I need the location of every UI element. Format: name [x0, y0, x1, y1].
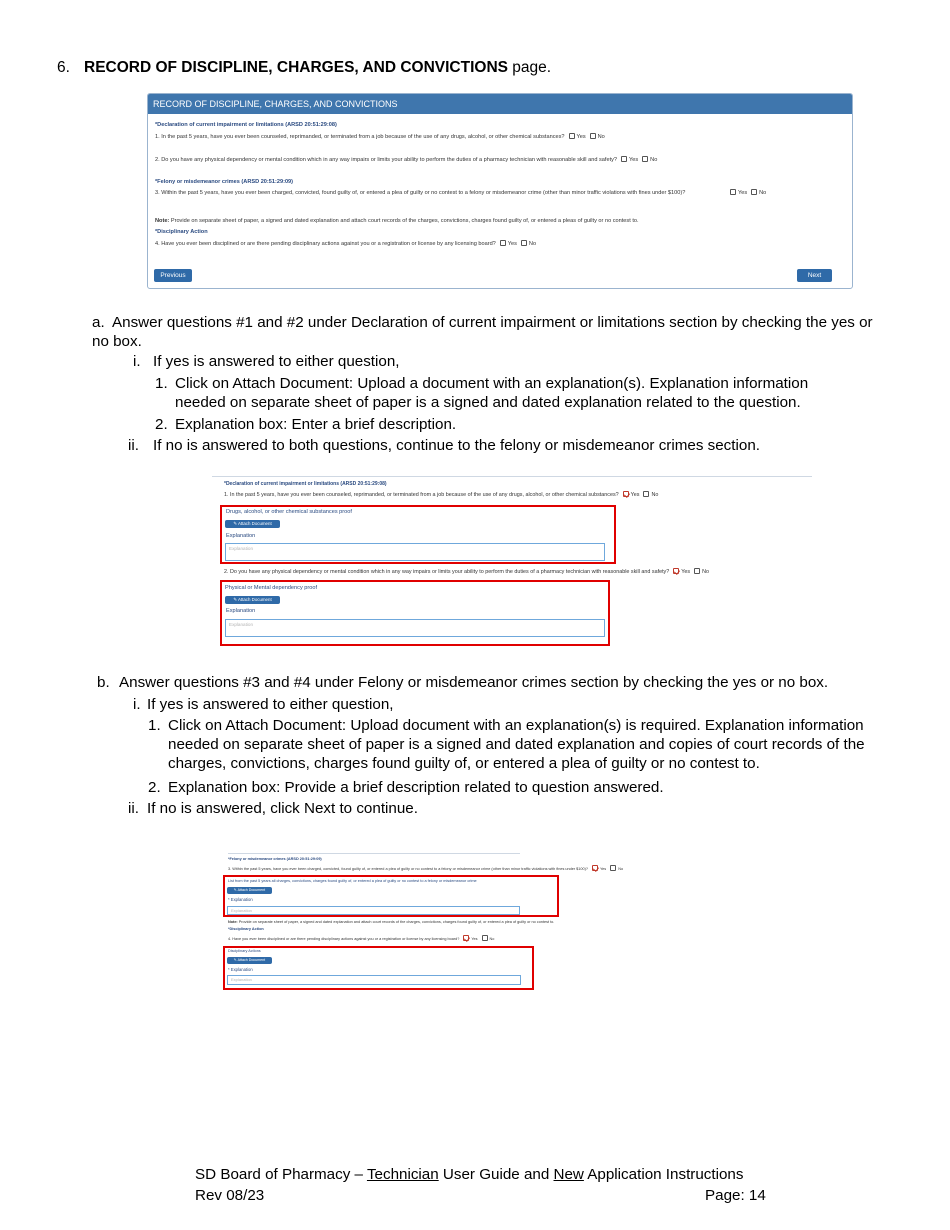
shot3-attach-document-button-2[interactable]: ✎ Attach Document — [227, 957, 272, 964]
step-b-ii-label: ii. — [128, 800, 139, 817]
shot3-explanation-placeholder-2: Explanation — [231, 977, 252, 982]
footer-part-a: SD Board of Pharmacy – — [195, 1166, 367, 1183]
section-heading — [57, 59, 551, 77]
shot3-section-title: *Felony or misdemeanor crimes (ARSD 20:51:29:09) — [228, 857, 322, 861]
shot2-box1-label: Drugs, alcohol, or other chemical substances proof — [226, 509, 352, 515]
step-a-i-1-label: 1. — [155, 375, 168, 392]
section-impairment-title: *Declaration of current impairment or limitations (ARSD 20:51:29:08) — [155, 122, 337, 128]
question-1 — [155, 133, 605, 140]
shot3-note-label: Note: — [228, 920, 238, 924]
step-b-label: b. — [97, 674, 110, 691]
heading-suffix: page. — [507, 59, 552, 76]
shot3-explanation-input-2[interactable] — [227, 975, 521, 985]
footer-page-number: Page: 14 — [705, 1187, 766, 1204]
shot2-explanation-placeholder-2: Explanation — [229, 622, 254, 627]
shot2-attach-label-1: Attach Document — [237, 521, 272, 526]
heading-title: RECORD OF DISCIPLINE, CHARGES, AND CONVICTIONS — [84, 59, 508, 76]
divider — [212, 476, 812, 477]
step-b-i-1 — [148, 716, 893, 773]
shot2-question-2 — [224, 568, 709, 575]
shot2-question-1 — [224, 491, 658, 498]
shot2-q2-text: 2. Do you have any physical dependency or mental condition which in any way impairs or limits your ability to perform the duties of a pharmacy technician with reasonable skill and safety? — [224, 569, 670, 575]
shot3-q3-no-label: No — [618, 867, 624, 871]
q4-yes-checkbox[interactable] — [500, 240, 506, 246]
felony-screenshot — [218, 850, 758, 995]
step-a-text: Answer questions #1 and #2 under Declaration of current impairment or limitations section by checking the yes or no box. — [92, 314, 873, 350]
shot3-explanation-input-1[interactable] — [227, 906, 520, 915]
step-b-i-2 — [148, 778, 664, 797]
step-a-ii-text: If no is answered to both questions, continue to the felony or misdemeanor crimes section. — [153, 437, 760, 454]
next-button[interactable]: Next — [797, 269, 832, 282]
shot3-disciplinary-title: *Disciplinary Action — [228, 927, 264, 931]
shot2-q1-no-label: No — [651, 492, 659, 498]
footer-title — [195, 1166, 743, 1183]
step-a-i-2-text: Explanation box: Enter a brief description. — [175, 416, 457, 433]
form-note — [155, 218, 639, 224]
shot2-q1-yes-checkbox[interactable] — [623, 491, 629, 497]
shot2-attach-document-button-2[interactable]: ✎ Attach Document — [225, 596, 280, 604]
shot3-q4-yes-label: Yes — [471, 937, 478, 941]
section-felony-title: *Felony or misdemeanor crimes (ARSD 20:51:29:09) — [155, 179, 294, 185]
shot3-box2-label: Disciplinary Actions — [228, 949, 261, 953]
step-b — [97, 673, 828, 692]
step-b-text: Answer questions #3 and #4 under Felony or misdemeanor crimes section by checking the yes or no box. — [119, 674, 829, 691]
step-b-i-text: If yes is answered to either question, — [147, 696, 394, 713]
shot3-q3-yes-label: Yes — [600, 867, 607, 871]
shot3-q3-no-checkbox[interactable] — [610, 865, 616, 871]
q3-no-label: No — [759, 190, 767, 196]
shot3-note-text: Provide on separate sheet of paper, a signed and dated explanation and attach court records of the charges, convictions, charges found guilty of, or entered a plea of guilty or no contest to. — [237, 920, 555, 924]
shot2-box2-label: Physical or Mental dependency proof — [225, 585, 318, 591]
shot2-attach-document-button-1[interactable]: ✎ Attach Document — [225, 520, 280, 528]
step-b-i-2-label: 2. — [148, 779, 161, 796]
footer-part-e: Application Instructions — [583, 1166, 744, 1183]
q2-yes-label: Yes — [629, 157, 639, 163]
step-b-i-2-text: Explanation box: Provide a brief description related to question answered. — [168, 779, 664, 796]
step-a-i-2-label: 2. — [155, 416, 168, 433]
shot2-attach-label-2: Attach Document — [237, 597, 272, 602]
form-note-label: Note: — [155, 218, 170, 224]
q3-no-checkbox[interactable] — [751, 189, 757, 195]
shot2-explanation-placeholder-1: Explanation — [229, 546, 254, 551]
step-b-i — [133, 695, 394, 714]
q1-yes-checkbox[interactable] — [569, 133, 575, 139]
q3-options — [726, 189, 766, 196]
shot2-explanation-label-2: Explanation — [226, 608, 256, 614]
impairment-screenshot — [212, 474, 812, 650]
q4-no-checkbox[interactable] — [521, 240, 527, 246]
shot2-explanation-label-1: Explanation — [226, 533, 256, 539]
step-a-i — [133, 352, 400, 371]
shot2-q1-text: 1. In the past 5 years, have you ever been counseled, reprimanded, or terminated from a job because of the use of any drugs, alcohol, or other chemical substances? — [224, 492, 619, 498]
step-a-label: a. — [92, 314, 105, 331]
form-header: RECORD OF DISCIPLINE, CHARGES, AND CONVICTIONS — [148, 94, 852, 114]
step-b-i-1-label: 1. — [148, 717, 161, 734]
q3-yes-checkbox[interactable] — [730, 189, 736, 195]
shot2-q2-yes-label: Yes — [681, 569, 691, 575]
shot3-q4-no-label: No — [489, 937, 495, 941]
step-b-i-1-text: Click on Attach Document: Upload document with an explanation(s) is required. Explanation information needed on separate sheet of paper is a signed and dated explanation and copies of court records of the charges, convictions, charges found guilty of, or entered a plea of guilty or no contest to. — [168, 717, 865, 772]
q4-yes-label: Yes — [507, 241, 517, 247]
step-a-i-2 — [155, 415, 456, 434]
shot3-note — [228, 920, 554, 924]
shot2-q1-no-checkbox[interactable] — [643, 491, 649, 497]
step-a-i-label: i. — [133, 353, 141, 370]
shot3-question-3 — [228, 865, 623, 871]
q1-yes-label: Yes — [576, 134, 586, 140]
shot3-box1-label: List from the past 5 years all charges, convictions, charges found guilty of, or entered a plea of guilty or no contest to a felony or misdemeanor crime — [228, 879, 477, 883]
q2-no-checkbox[interactable] — [642, 156, 648, 162]
q3-yes-label: Yes — [738, 190, 748, 196]
shot3-explanation-label-2: * Explanation — [228, 967, 253, 972]
q2-no-label: No — [650, 157, 658, 163]
shot3-explanation-placeholder-1: Explanation — [231, 908, 252, 913]
shot2-explanation-input-2[interactable] — [225, 619, 605, 637]
shot3-q3-yes-checkbox[interactable] — [592, 865, 598, 871]
form-note-text: Provide on separate sheet of paper, a signed and dated explanation and attach court records of the charges, convictions, charges found guilty of, or entered a pleas of guilty or no contest to. — [169, 218, 639, 224]
step-a-i-1-text: Click on Attach Document: Upload a document with an explanation(s). Explanation information needed on separate sheet of paper is a signed and dated explanation related to the question. — [175, 375, 809, 411]
q2-yes-checkbox[interactable] — [621, 156, 627, 162]
question-4 — [155, 240, 536, 247]
shot3-q4-text: 4. Have you ever been disciplined or are there pending disciplinary actions against you or a registration or license by any licensing board? — [228, 937, 460, 941]
shot2-q2-yes-checkbox[interactable] — [673, 568, 679, 574]
step-b-ii — [128, 799, 418, 818]
shot3-q4-no-checkbox[interactable] — [482, 935, 488, 941]
step-b-i-label: i. — [133, 696, 141, 713]
step-a-i-1 — [155, 374, 855, 412]
shot2-q2-no-checkbox[interactable] — [694, 568, 700, 574]
footer-part-c: User Guide and — [438, 1166, 554, 1183]
shot3-attach-label-2: Attach Document — [237, 958, 266, 962]
question-2 — [155, 156, 657, 163]
step-a-i-text: If yes is answered to either question, — [153, 353, 400, 370]
section-disciplinary-title: *Disciplinary Action — [155, 229, 208, 235]
previous-button[interactable]: Previous — [154, 269, 192, 282]
q1-no-label: No — [597, 134, 605, 140]
question-1-text: 1. In the past 5 years, have you ever been counseled, reprimanded, or terminated from a job because of the use of any drugs, alcohol, or other chemical substances? — [155, 134, 565, 140]
step-a-ii — [128, 436, 760, 455]
shot3-attach-document-button-1[interactable]: ✎ Attach Document — [227, 887, 272, 894]
step-a-ii-label: ii. — [128, 437, 139, 454]
shot3-q4-yes-checkbox[interactable] — [463, 935, 469, 941]
q1-no-checkbox[interactable] — [590, 133, 596, 139]
footer-technician: Technician — [366, 1166, 439, 1183]
heading-number: 6. — [57, 59, 70, 76]
shot3-explanation-label-1: * Explanation — [228, 897, 253, 902]
q4-no-label: No — [528, 241, 537, 247]
shot3-q3-text: 3. Within the past 5 years, have you ever been charged, convicted, found guilty of, or entered a plea of guilty or no contest to a felony or misdemeanor crime (other than minor traffic violations with fines under $100)? — [228, 867, 588, 871]
question-2-text: 2. Do you have any physical dependency or mental condition which in any way impairs or limits your ability to perform the duties of a pharmacy technician with reasonable skill and safety? — [155, 157, 618, 163]
step-b-ii-text: If no is answered, click Next to continue. — [147, 800, 418, 817]
shot2-q1-yes-label: Yes — [630, 492, 640, 498]
footer-new: New — [553, 1166, 584, 1183]
question-3-text: 3. Within the past 5 years, have you ever been charged, convicted, found guilty of, or entered a plea of guilty or no contest to a felony or misdemeanor crime (other than minor traffic violations with fines under $100)? — [155, 190, 686, 196]
shot2-q2-no-label: No — [702, 569, 709, 575]
shot3-divider — [228, 853, 520, 854]
shot2-explanation-input-1[interactable] — [225, 543, 605, 561]
question-4-text: 4. Have you ever been disciplined or are there pending disciplinary actions against you or a registration or license by any licensing board? — [155, 241, 496, 247]
footer-revision: Rev 08/23 — [195, 1187, 265, 1204]
shot2-section-title: *Declaration of current impairment or limitations (ARSD 20:51:29:08) — [224, 481, 387, 487]
shot3-attach-label-1: Attach Document — [237, 888, 266, 892]
shot3-question-4 — [228, 935, 494, 941]
step-a — [92, 313, 892, 351]
record-form-panel — [147, 93, 853, 289]
